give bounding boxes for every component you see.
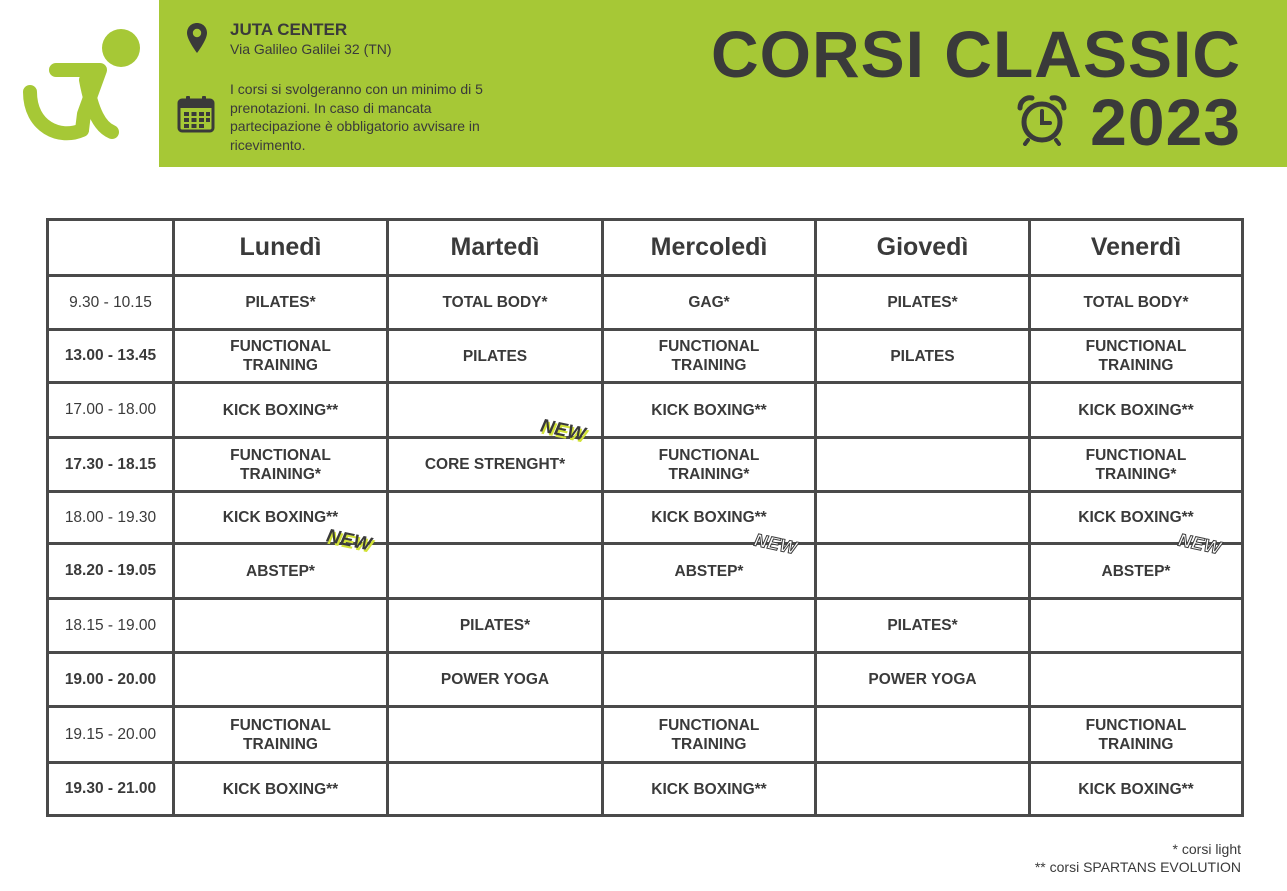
new-badge: NEW [1176,529,1224,559]
class-cell-tuesday [388,599,603,653]
class-name: KICK BOXING** [1078,509,1194,526]
class-cell-friday [1030,763,1243,816]
class-name: FUNCTIONAL [230,338,331,355]
class-cell-friday [1030,276,1243,330]
class-cell-wednesday [603,599,816,653]
class-cell-thursday [816,707,1030,763]
class-name: PILATES [890,347,955,365]
page-title: CORSI CLASSIC [710,17,1241,91]
schedule-row [48,383,1243,438]
class-cell-monday [174,707,388,763]
class-name: KICK BOXING** [222,509,339,526]
schedule-row [48,599,1243,653]
time-slot: 18.00 - 19.30 [48,492,174,544]
booking-notice: I corsi si svolgeranno con un minimo di 5 prenotazioni. In caso di mancata partecipazione è obbligatorio avvisare in ricevimento. [230,81,483,153]
schedule-body [48,276,1243,816]
class-cell-tuesday [388,330,603,383]
time-slot: 18.15 - 19.00 [48,599,174,653]
class-name: KICK BOXING** [651,780,767,798]
day-header-wednesday: Mercoledì [603,220,816,276]
class-cell-monday [174,599,388,653]
class-cell-thursday [816,763,1030,816]
class-name: KICK BOXING** [222,780,339,798]
class-cell-tuesday [388,653,603,707]
class-cell-wednesday [603,330,816,383]
class-name: CORE STRENGHT* [424,456,566,473]
class-name: KICK BOXING** [1078,401,1194,419]
class-name: KICK BOXING** [651,509,767,526]
new-badge: NEW [752,529,800,559]
day-header-friday: Venerdì [1030,220,1243,276]
new-badge: NEW [324,525,374,556]
schedule-row [48,763,1243,816]
class-name: KICK BOXING** [651,401,767,419]
center-address: Via Galileo Galilei 32 (TN) [230,41,392,57]
corner-cell [48,220,174,276]
class-name: PILATES* [459,617,531,634]
class-name: GAG* [688,294,730,311]
class-name: FUNCTIONAL [230,446,331,464]
time-slot: 19.15 - 20.00 [48,707,174,763]
class-cell-monday [174,276,388,330]
class-name: ABSTEP* [1101,562,1171,580]
day-header-thursday: Giovedì [816,220,1030,276]
schedule-row [48,276,1243,330]
class-cell-thursday [816,276,1030,330]
time-slot: 19.30 - 21.00 [48,763,174,816]
class-cell-thursday [816,544,1030,599]
legend-spartans: ** corsi SPARTANS EVOLUTION [1034,859,1241,875]
class-name: TRAINING* [668,465,750,483]
class-name: TOTAL BODY* [1083,294,1189,311]
class-name: TRAINING [671,357,747,374]
class-name: TRAINING [1098,357,1174,374]
class-cell-friday [1030,383,1243,438]
class-cell-tuesday [388,763,603,816]
class-name: TRAINING [1098,735,1174,753]
class-name: PILATES* [245,294,316,311]
schedule-row [48,492,1243,544]
class-cell-friday [1030,599,1243,653]
time-slot: 9.30 - 10.15 [48,276,174,330]
day-header-monday: Lunedì [174,220,388,276]
time-slot: 19.00 - 20.00 [48,653,174,707]
page-year: 2023 [1090,85,1241,159]
day-header-tuesday: Martedì [388,220,603,276]
class-name: POWER YOGA [440,671,550,688]
class-cell-friday [1030,707,1243,763]
class-name: FUNCTIONAL [658,716,760,734]
class-name: FUNCTIONAL [1085,446,1187,464]
class-cell-tuesday [388,438,603,492]
new-badge: NEW [538,415,588,446]
class-cell-thursday [816,330,1030,383]
class-cell-friday [1030,330,1243,383]
alarm-clock-icon [1016,94,1068,146]
class-cell-thursday [816,653,1030,707]
schedule-table-wrapper [46,218,1244,817]
class-name: ABSTEP* [674,562,744,580]
class-cell-thursday [816,599,1030,653]
time-slot: 17.30 - 18.15 [48,438,174,492]
class-name: FUNCTIONAL [658,338,760,355]
schedule-table [46,218,1244,817]
class-cell-wednesday [603,438,816,492]
class-cell-monday [174,763,388,816]
class-cell-thursday [816,438,1030,492]
class-name: TRAINING* [240,465,321,483]
class-name: FUNCTIONAL [1085,716,1187,734]
class-name: KICK BOXING** [1078,780,1194,798]
schedule-row [48,330,1243,383]
schedule-row [48,653,1243,707]
schedule-row [48,438,1243,492]
class-cell-wednesday [603,276,816,330]
center-name: JUTA CENTER [230,20,348,39]
legend-light: * corsi light [1172,841,1241,857]
calendar-icon [177,95,215,133]
time-slot: 17.00 - 18.00 [48,383,174,438]
class-cell-tuesday [388,707,603,763]
class-cell-wednesday [603,707,816,763]
class-name: TRAINING* [1095,465,1177,483]
class-cell-wednesday [603,763,816,816]
class-cell-monday [174,438,388,492]
schedule-row [48,707,1243,763]
class-cell-thursday [816,383,1030,438]
class-cell-tuesday [388,276,603,330]
class-cell-friday [1030,653,1243,707]
time-slot: 18.20 - 19.05 [48,544,174,599]
class-name: POWER YOGA [868,671,977,688]
time-slot: 13.00 - 13.45 [48,330,174,383]
class-cell-monday [174,330,388,383]
logo-icon [20,22,145,142]
class-cell-monday [174,653,388,707]
class-cell-tuesday [388,492,603,544]
class-name: ABSTEP* [246,562,315,580]
legend [1035,840,1241,876]
class-name: KICK BOXING** [222,401,339,419]
class-cell-thursday [816,492,1030,544]
class-name: FUNCTIONAL [658,446,760,464]
schedule-row [48,544,1243,599]
class-name: FUNCTIONAL [1085,338,1187,355]
class-name: TRAINING [243,357,318,374]
class-cell-tuesday [388,544,603,599]
class-cell-monday [174,383,388,438]
class-cell-wednesday [603,653,816,707]
class-name: FUNCTIONAL [230,716,331,734]
class-name: TOTAL BODY* [442,294,548,311]
class-name: PILATES* [887,294,958,311]
class-name: PILATES* [887,617,958,634]
class-name: PILATES [462,347,528,365]
class-name: TRAINING [243,735,318,753]
class-cell-wednesday [603,383,816,438]
location-pin-icon [186,22,208,54]
class-name: TRAINING [671,735,747,753]
class-cell-friday [1030,438,1243,492]
